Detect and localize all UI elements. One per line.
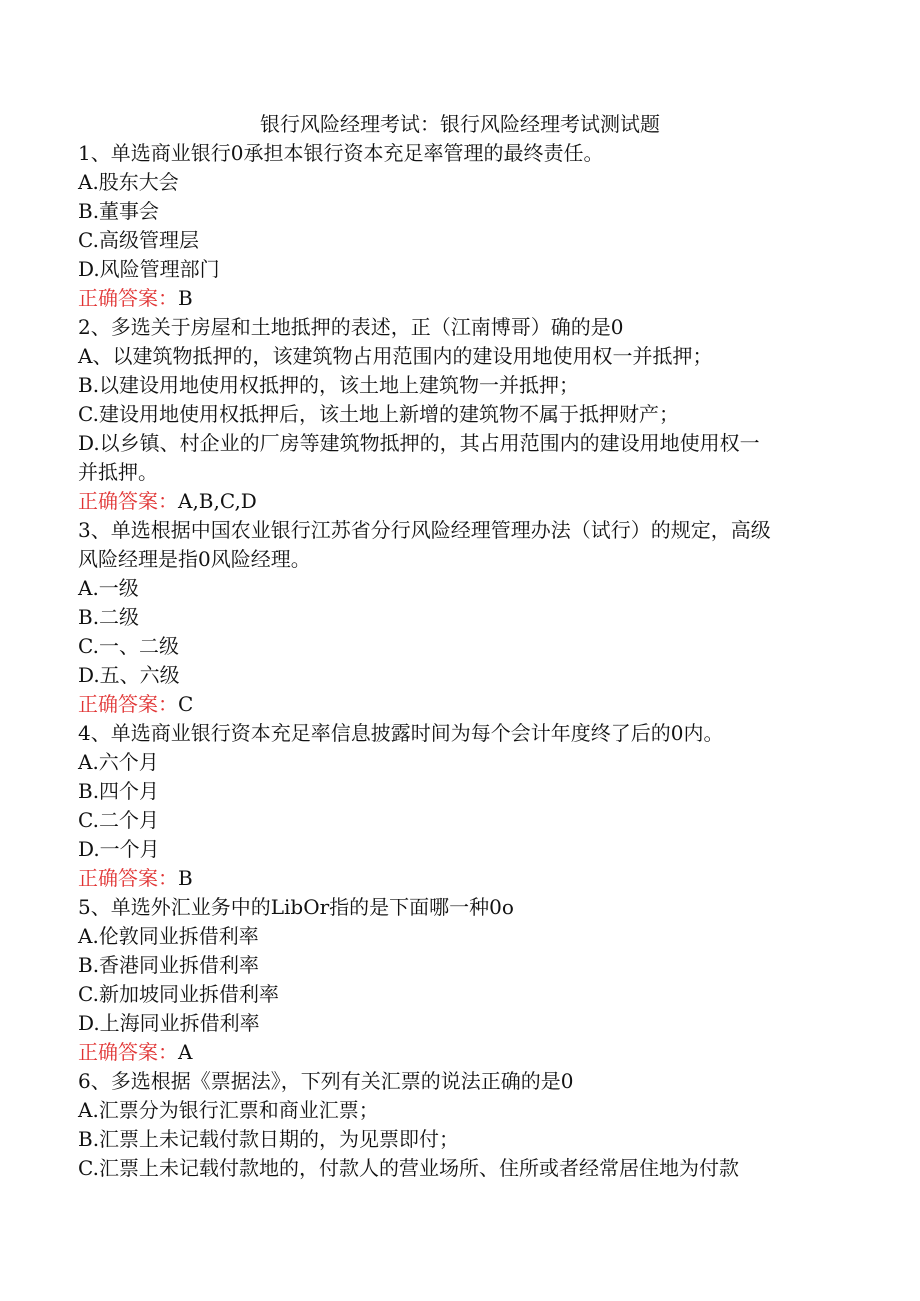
answer-line — [78, 487, 838, 516]
option-text: D.风险管理部门 — [78, 257, 220, 281]
option-text: A.股东大会 — [78, 170, 179, 194]
question-text: 风险经理是指0风险经理。 — [78, 547, 311, 571]
option-text: C.建设用地使用权抵押后，该土地上新增的建筑物不属于抵押财产； — [78, 402, 679, 426]
option-text: B.香港同业拆借利率 — [78, 953, 260, 977]
option-text: A.一级 — [78, 576, 139, 600]
option-text: C.二个月 — [78, 808, 159, 832]
answer-line — [78, 284, 838, 313]
question-text: 5、单选外汇业务中的LibOr指的是下面哪一种0o — [78, 895, 514, 919]
answer-label: 正确答案： — [78, 489, 178, 513]
answer-value: A,B,C,D — [178, 489, 257, 513]
question-text: 2、多选关于房屋和土地抵押的表述，正（江南博哥）确的是0 — [78, 315, 624, 339]
answer-label: 正确答案： — [78, 286, 178, 310]
answer-label: 正确答案： — [78, 1040, 178, 1064]
option-text: A.六个月 — [78, 750, 159, 774]
answer-value: B — [178, 286, 193, 310]
option-text: D.上海同业拆借利率 — [78, 1011, 260, 1035]
option-text: B.以建设用地使用权抵押的，该土地上建筑物一并抵押； — [78, 373, 580, 397]
document-title: 银行风险经理考试：银行风险经理考试测试题 — [260, 112, 660, 136]
answer-value: B — [178, 866, 193, 890]
answer-label: 正确答案： — [78, 866, 178, 890]
option-text: D.以乡镇、村企业的厂房等建筑物抵押的，其占用范围内的建设用地使用权一 — [78, 431, 760, 455]
question-text: 4、单选商业银行资本充足率信息披露时间为每个会计年度终了后的0内。 — [78, 721, 724, 745]
option-text: C.高级管理层 — [78, 228, 199, 252]
answer-label: 正确答案： — [78, 692, 178, 716]
option-text: B.汇票上未记载付款日期的，为见票即付； — [78, 1127, 460, 1151]
answer-value: A — [178, 1040, 193, 1064]
question-text: 1、单选商业银行0承担本银行资本充足率管理的最终责任。 — [78, 141, 604, 165]
option-text: B.二级 — [78, 605, 140, 629]
option-text: A、以建筑物抵押的，该建筑物占用范围内的建设用地使用权一并抵押； — [78, 344, 713, 368]
option-text: 并抵押。 — [78, 460, 158, 484]
option-text: A.汇票分为银行汇票和商业汇票； — [78, 1098, 379, 1122]
option-text: A.伦敦同业拆借利率 — [78, 924, 259, 948]
question-text: 6、多选根据《票据法》，下列有关汇票的说法正确的是0 — [78, 1069, 574, 1093]
question-text: 3、单选根据中国农业银行江苏省分行风险经理管理办法（试行）的规定，高级 — [78, 518, 771, 542]
option-text: B.董事会 — [78, 199, 160, 223]
answer-value: C — [178, 692, 194, 716]
option-text: D.五、六级 — [78, 663, 180, 687]
answer-line — [78, 690, 838, 719]
option-text: C.汇票上未记载付款地的，付款人的营业场所、住所或者经常居住地为付款 — [78, 1156, 739, 1180]
option-text: C.一、二级 — [78, 634, 179, 658]
answer-line — [78, 864, 838, 893]
option-text: C.新加坡同业拆借利率 — [78, 982, 279, 1006]
option-text: D.一个月 — [78, 837, 160, 861]
answer-line — [78, 1038, 838, 1067]
option-text: B.四个月 — [78, 779, 160, 803]
